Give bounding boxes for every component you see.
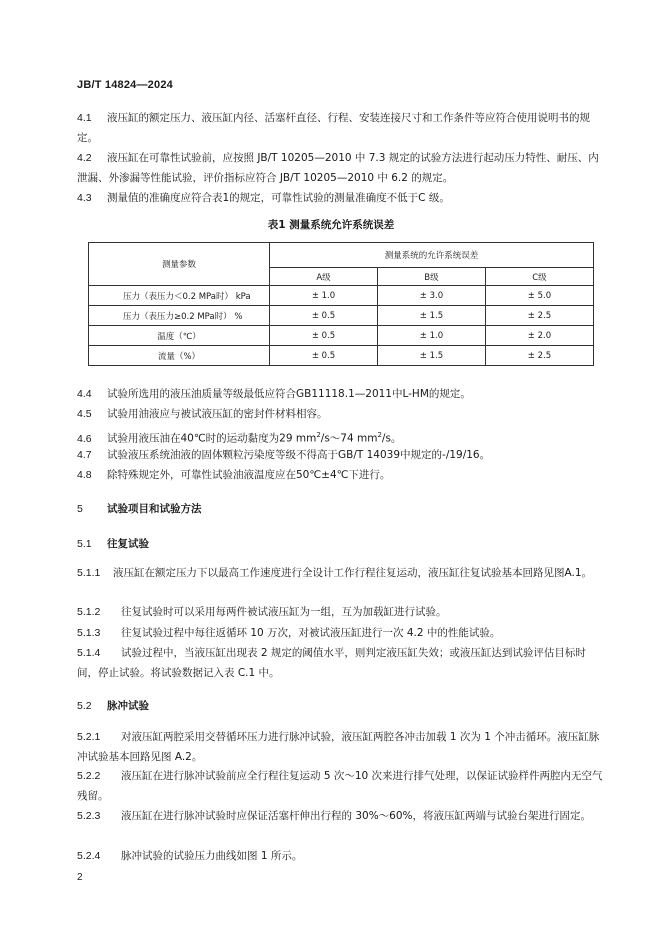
clause-text: 试验过程中，当液压缸出现表 2 规定的阈值水平，则判定液压缸失效；或液压缸达到试验评估目标时间，停止试验。将试验数据记入表 C.1 中。 [77, 647, 586, 679]
clause-5-1-4 [77, 643, 605, 683]
clause-number: 4.6 [77, 432, 92, 445]
clause-4-3 [77, 188, 605, 208]
clause-text: 试验所选用的液压油质量等级最低应符合GB11118.1—2011中L-HM的规定。 [107, 388, 471, 400]
cell-a: ± 0.5 [270, 346, 378, 366]
clause-text: 试验用油液应与被试液压缸的密封件材料相容。 [107, 408, 328, 420]
page-number: 2 [77, 872, 83, 883]
cell-b: ± 1.5 [377, 346, 485, 366]
table-row [89, 286, 594, 306]
clause-4-1 [77, 108, 605, 148]
clause-4-7 [77, 445, 605, 465]
cell-a: ± 0.5 [270, 326, 378, 346]
section-title: 往复试验 [107, 538, 149, 550]
clause-number: 5.1.2 [77, 606, 101, 618]
section-title: 试验项目和试验方法 [107, 503, 202, 515]
clause-number: 4.2 [77, 152, 92, 164]
section-5-heading [77, 501, 202, 516]
cell-a: ± 1.0 [270, 286, 378, 306]
clause-text: 液压缸在额定压力下以最高工作速度进行全设计工作行程往复运动，液压缸往复试验基本回路见图A.1。 [113, 567, 593, 579]
clause-4-2 [77, 148, 605, 188]
level-c-header: C级 [485, 268, 593, 286]
clause-text: 对液压缸两腔采用交替循环压力进行脉冲试验，液压缸两腔各冲击加载 1 次为 1 个冲击循环。液压缸脉冲试验基本回路见图 A.2。 [77, 731, 600, 763]
clause-4-4 [77, 384, 605, 404]
cell-c: ± 2.0 [485, 326, 593, 346]
clause-4-5 [77, 404, 605, 424]
section-number: 5 [77, 503, 83, 515]
row-param: 温度（℃） [89, 326, 270, 346]
clause-text: 液压缸的额定压力、液压缸内径、活塞杆直径、行程、安装连接尺寸和工作条件等应符合使用说明书的规定。 [77, 112, 590, 144]
table-row [89, 326, 594, 346]
clause-number: 4.3 [77, 192, 92, 204]
cell-c: ± 5.0 [485, 286, 593, 306]
clause-text: 脉冲试验的试验压力曲线如图 1 所示。 [121, 850, 303, 862]
cell-c: ± 2.5 [485, 346, 593, 366]
clause-number: 5.1.3 [77, 627, 101, 639]
clause-number: 5.1.1 [77, 567, 101, 579]
clause-number: 4.1 [77, 112, 92, 124]
superscript: 2 [377, 431, 382, 439]
clause-text: 往复试验时可以采用每两件被试液压缸为一组，互为加载缸进行试验。 [121, 606, 447, 618]
clause-text: 液压缸在进行脉冲试验时应保证活塞杆伸出行程的 30%～60%，将液压缸两端与试验台架进行固定。 [121, 810, 592, 822]
clause-text: 液压缸在进行脉冲试验前应全行程往复运动 5 次～10 次来进行排气处理，以保证试验样件两腔内无空气残留。 [77, 770, 603, 802]
row-param: 压力（表压力≥0.2 MPa时） % [89, 306, 270, 326]
level-b-header: B级 [377, 268, 485, 286]
superscript: 2 [316, 431, 321, 439]
clause-4-8 [77, 465, 605, 485]
row-param: 流量（%） [89, 346, 270, 366]
clause-5-1-2 [77, 602, 605, 622]
section-5-2-heading [77, 698, 149, 713]
section-title: 脉冲试验 [107, 700, 149, 712]
group-header: 测量系统的允许系统误差 [270, 243, 594, 268]
clause-number: 4.4 [77, 388, 92, 400]
table-row [89, 306, 594, 326]
cell-a: ± 0.5 [270, 306, 378, 326]
clause-text: /s～74 mm [320, 432, 378, 445]
clause-text: 试验液压系统油液的固体颗粒污染度等级不得高于GB/T 14039中规定的-/19/16。 [107, 449, 491, 461]
clause-text: /s。 [381, 432, 402, 445]
clause-number: 4.7 [77, 449, 92, 461]
section-5-1-heading [77, 536, 149, 551]
level-a-header: A级 [270, 268, 378, 286]
clause-5-1-3 [77, 623, 605, 643]
clause-text: 往复试验过程中每往返循环 10 万次，对被试液压缸进行一次 4.2 中的性能试验。 [121, 627, 501, 639]
clause-text: 试验用液压油在40℃时的运动黏度为29 mm [107, 432, 317, 445]
clause-number: 5.2.3 [77, 810, 101, 822]
cell-c: ± 2.5 [485, 306, 593, 326]
clause-5-2-3 [77, 806, 605, 826]
error-table [88, 242, 594, 366]
clause-5-2-4 [77, 846, 605, 866]
standard-code-header: JB/T 14824—2024 [77, 79, 173, 91]
param-header: 测量参数 [89, 243, 270, 286]
section-number: 5.2 [77, 700, 92, 712]
cell-b: ± 1.0 [377, 326, 485, 346]
clause-number: 5.2.1 [77, 731, 101, 743]
clause-number: 5.1.4 [77, 647, 101, 659]
table-row [89, 346, 594, 366]
clause-5-2-2 [77, 766, 605, 806]
clause-5-2-1 [77, 727, 605, 767]
table-title: 表1 测量系统允许系统误差 [267, 219, 395, 231]
cell-b: ± 1.5 [377, 306, 485, 326]
row-param: 压力（表压力＜0.2 MPa时） kPa [89, 286, 270, 306]
section-number: 5.1 [77, 538, 92, 550]
clause-number: 4.8 [77, 469, 92, 481]
clause-number: 5.2.2 [77, 770, 101, 782]
clause-number: 4.5 [77, 408, 92, 420]
clause-number: 5.2.4 [77, 850, 101, 862]
clause-text: 液压缸在可靠性试验前，应按照 JB/T 10205—2010 中 7.3 规定的试验方法进行起动压力特性、耐压、内泄漏、外渗漏等性能试验，评价指标应符合 JB/T 10205—2010 中 6.2 的规定。 [77, 152, 599, 184]
clause-5-1-1 [77, 563, 605, 583]
clause-text: 测量值的准确度应符合表1的规定，可靠性试验的测量准确度不低于C 级。 [107, 192, 450, 204]
clause-text: 除特殊规定外，可靠性试验油液温度应在50℃±4℃下进行。 [107, 469, 391, 481]
cell-b: ± 3.0 [377, 286, 485, 306]
